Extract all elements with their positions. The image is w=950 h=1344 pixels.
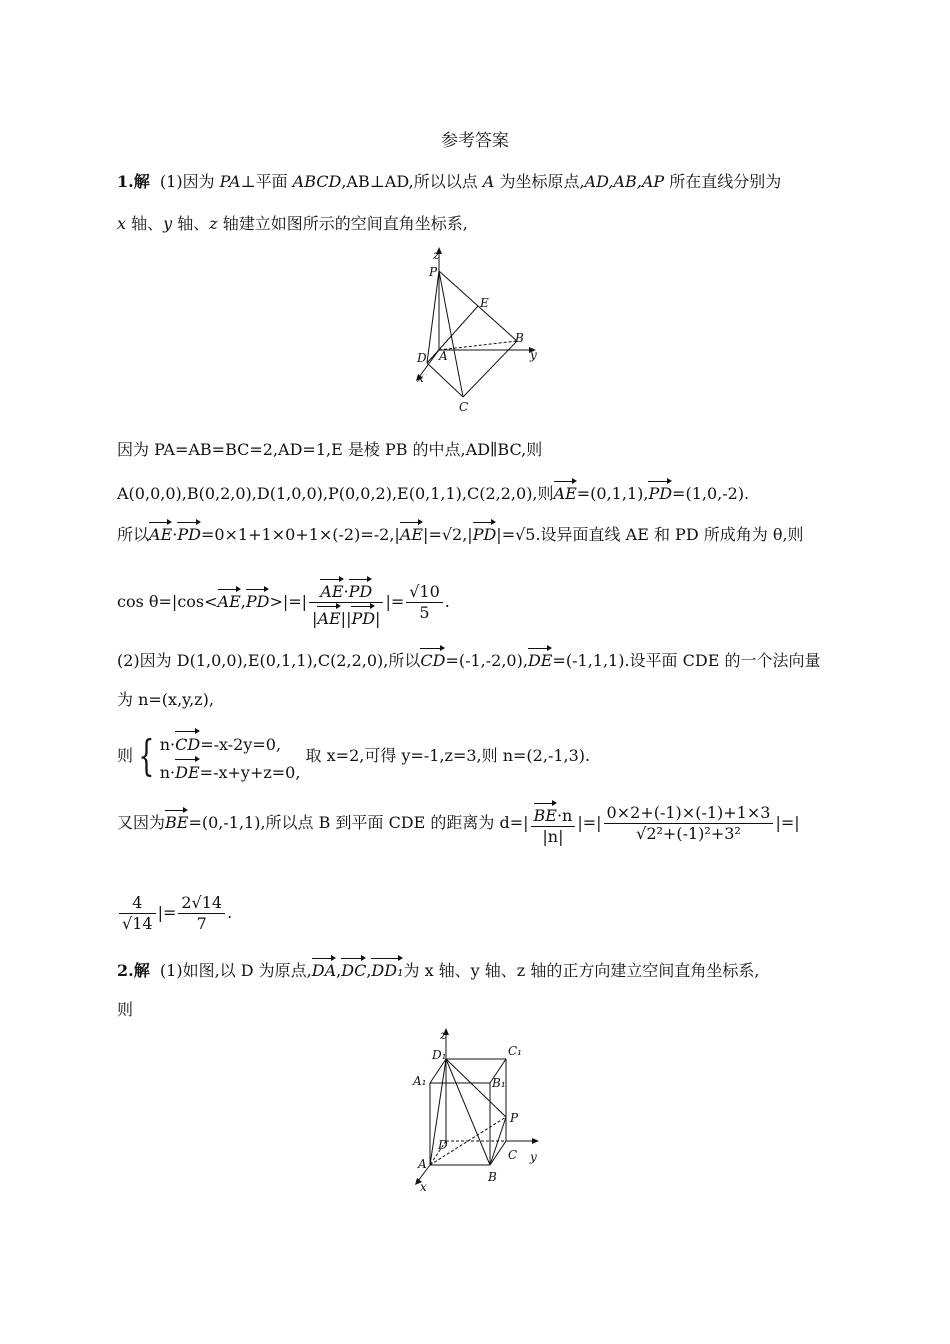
- vec-cd-2: CD: [175, 728, 200, 756]
- q1-intro-b: ⊥平面: [240, 172, 288, 191]
- q1-sys-row1: =-x-2y=0,: [200, 735, 282, 754]
- q1-dot-prefix: 所以: [117, 525, 150, 544]
- q2-text-b: 为 x 轴、y 轴、z 轴的正方向建立空间直角坐标系,: [403, 961, 760, 980]
- page-title: 参考答案: [441, 131, 509, 151]
- q1-part2-line1: [117, 645, 820, 671]
- vec-dc: DC: [341, 955, 366, 981]
- q1-dist-den: |n|: [542, 827, 564, 846]
- q1-coords-text: A(0,0,0),B(0,2,0),D(1,0,0),P(0,0,2),E(0,1,1),C(2,2,0),则: [117, 484, 554, 503]
- fig2-label-z: z: [440, 1028, 447, 1042]
- vec-ae: AE: [554, 478, 577, 504]
- q1-system: [117, 728, 590, 784]
- vec-pd-4: PD: [246, 586, 270, 612]
- q1-dist-big-den: √2²+(-1)²+3²: [636, 824, 741, 843]
- q2-text-a: (1)如图,以 D 为原点,: [159, 961, 312, 980]
- q1-res2-num: 2√14: [178, 893, 225, 914]
- q1-res-den: √14: [122, 914, 153, 933]
- q1-dist-end: |=|: [775, 813, 800, 832]
- q1-part2-line2: 为 n=(x,y,z),: [117, 690, 214, 709]
- system-brace: {: [138, 731, 155, 780]
- q1-de-value: =(-1,1,1).设平面 CDE 的一个法向量: [552, 651, 821, 670]
- fig1-label-p: P: [429, 265, 438, 279]
- q1-be-dot-n: ·n: [556, 806, 573, 825]
- q1-intro-e: 所在直线分别为: [669, 172, 782, 191]
- vec-ae-5: AE: [320, 576, 343, 602]
- q1-line1: 1.解 (1)因为 PA⊥平面 ABCD,AB⊥AD,所以以点 A 为坐标原点,AD,AB,AP 所在直线分别为: [117, 172, 782, 191]
- fig1-label-c: C: [459, 400, 469, 414]
- fig2-label-d1: D₁: [432, 1048, 447, 1062]
- fig2-label-c: C: [508, 1148, 518, 1162]
- vec-da: DA: [312, 955, 336, 981]
- q1-dist-frac-1: [531, 800, 576, 847]
- q1-dist-big-num: 0×2+(-1)×(-1)+1×3: [604, 803, 774, 824]
- fig2-label-d: D: [438, 1138, 448, 1152]
- q1-sys-rows: [160, 728, 301, 784]
- fig2-label-b1: B₁: [492, 1076, 506, 1090]
- vec-dd1: DD₁: [371, 955, 403, 981]
- q1-cos-frac-2: [406, 582, 443, 623]
- q1-res-num: 4: [119, 893, 156, 914]
- vec-pd-5: PD: [349, 576, 373, 602]
- q1-line2: x 轴、y 轴、z 轴建立如图所示的空间直角坐标系,: [117, 214, 468, 233]
- q1-be-value: =(0,-1,1),所以点 B 到平面 CDE 的距离为 d=|: [188, 813, 529, 832]
- q1-cos-mid: >|=|: [269, 592, 308, 611]
- vec-ae-3: AE: [400, 519, 423, 545]
- q1-sys-row2: =-x+y+z=0,: [199, 763, 301, 782]
- q1-part2-a: (2)因为 D(1,0,0),E(0,1,1),C(2,2,0),所以: [117, 651, 421, 670]
- vec-ae-6: AE: [317, 603, 340, 629]
- fig2-label-a1: A₁: [413, 1074, 427, 1088]
- q2-number: 2: [117, 961, 129, 980]
- fig1-label-b: B: [515, 331, 524, 345]
- vec-de: DE: [528, 645, 553, 671]
- q1-sys-n-2: n·: [159, 763, 176, 782]
- q1-given: 因为 PA=AB=BC=2,AD=1,E 是棱 PB 的中点,AD∥BC,则: [117, 440, 543, 459]
- q1-ae-value: =(0,1,1),: [576, 484, 649, 503]
- fig1-label-y: y: [530, 348, 537, 362]
- q1-axis-y: 轴、: [177, 214, 210, 233]
- q1-dist-a: 又因为: [117, 813, 166, 832]
- vec-ae-4: AE: [218, 586, 241, 612]
- vec-ae-2: AE: [149, 519, 172, 545]
- q1-axis-x: 轴、: [131, 214, 164, 233]
- vec-pd-2: PD: [177, 519, 201, 545]
- q1-label: 解: [133, 172, 150, 191]
- vec-be: BE: [165, 807, 188, 833]
- fig1-label-d: D: [417, 351, 427, 365]
- vec-de-2: DE: [175, 756, 200, 784]
- fig2-label-b: B: [488, 1170, 497, 1184]
- q1-number: 1: [117, 172, 129, 191]
- q1-axis-z: 轴建立如图所示的空间直角坐标系,: [222, 214, 468, 233]
- q1-cos-line: cos θ=|cos<AE,PD>|=| $\frac{AE\cdot PD}{|AE||PD|}$ |= $\frac{√10}{5}$ .: [117, 576, 450, 629]
- vec-pd-3: PD: [473, 519, 497, 545]
- q2-line2: 则: [117, 1000, 134, 1019]
- q1-cos-num: √10: [406, 582, 443, 603]
- q1-pd-value: =(1,0,-2).: [672, 484, 750, 503]
- q1-res-mid: |=: [157, 903, 177, 922]
- q1-dist-frac-2: [604, 803, 774, 844]
- fig1-label-a: A: [439, 349, 448, 363]
- q1-cos-den: 5: [419, 603, 430, 622]
- q1-res2-den: 7: [196, 914, 207, 933]
- q1-res-frac-2: [178, 893, 225, 934]
- q1-cos-prefix: cos θ=|cos<: [117, 592, 218, 611]
- figure-pyramid: [405, 245, 555, 417]
- q1-distance: [117, 800, 800, 847]
- q1-res-frac-1: [119, 893, 156, 934]
- vec-be-2: BE: [534, 800, 557, 826]
- q1-sys-after: 取 x=2,可得 y=-1,z=3,则 n=(2,-1,3).: [305, 746, 591, 765]
- q1-dot-value: =0×1+1×0+1×(-2)=-2,|: [200, 525, 400, 544]
- q1-sys-n-1: n·: [159, 735, 176, 754]
- vec-pd: PD: [648, 478, 672, 504]
- fig2-label-a: A: [418, 1157, 427, 1171]
- q1-cd-value: =(-1,-2,0),: [445, 651, 528, 670]
- vec-pd-6: PD: [351, 603, 375, 629]
- q1-coords: [117, 478, 749, 504]
- q2-label: 解: [133, 961, 150, 980]
- q1-cos-end: |=: [385, 592, 405, 611]
- q1-norm-ae: |=√2,|: [423, 525, 473, 544]
- q1-result: $\frac{4}{√14}$ |= $\frac{2√14}{7}$ .: [117, 893, 232, 934]
- q1-cos-frac-1: $\frac{AE\cdot PD}{|AE||PD|}$: [309, 576, 383, 629]
- fig1-label-e: E: [480, 296, 489, 310]
- vec-cd: CD: [420, 645, 445, 671]
- fig1-label-z: z: [433, 248, 440, 262]
- fig2-label-x: x: [420, 1180, 427, 1194]
- fig1-label-x: x: [417, 371, 424, 385]
- fig2-label-c1: C₁: [508, 1044, 522, 1058]
- fig2-label-y: y: [530, 1150, 537, 1164]
- fig2-label-p: P: [510, 1111, 519, 1125]
- q2-line1: 2.解 (1)如图,以 D 为原点,DA,DC,DD₁为 x 轴、y 轴、z 轴的正方向建立空间直角坐标系,: [117, 955, 759, 981]
- q1-intro-c: ,AB⊥AD,所以以点: [341, 172, 478, 191]
- figure-cube: [400, 1025, 550, 1195]
- q1-intro-a: (1)因为: [159, 172, 215, 191]
- q1-dot-line: 所以AE·PD=0×1+1×0+1×(-2)=-2,|AE|=√2,|PD|=√5.设异面直线 AE 和 PD 所成角为 θ,则: [117, 519, 804, 545]
- q1-sys-then: 则: [117, 746, 134, 765]
- q1-dist-mid: |=|: [577, 813, 602, 832]
- q1-intro-d: 为坐标原点,: [499, 172, 585, 191]
- q1-norm-pd: |=√5.设异面直线 AE 和 PD 所成角为 θ,则: [496, 525, 804, 544]
